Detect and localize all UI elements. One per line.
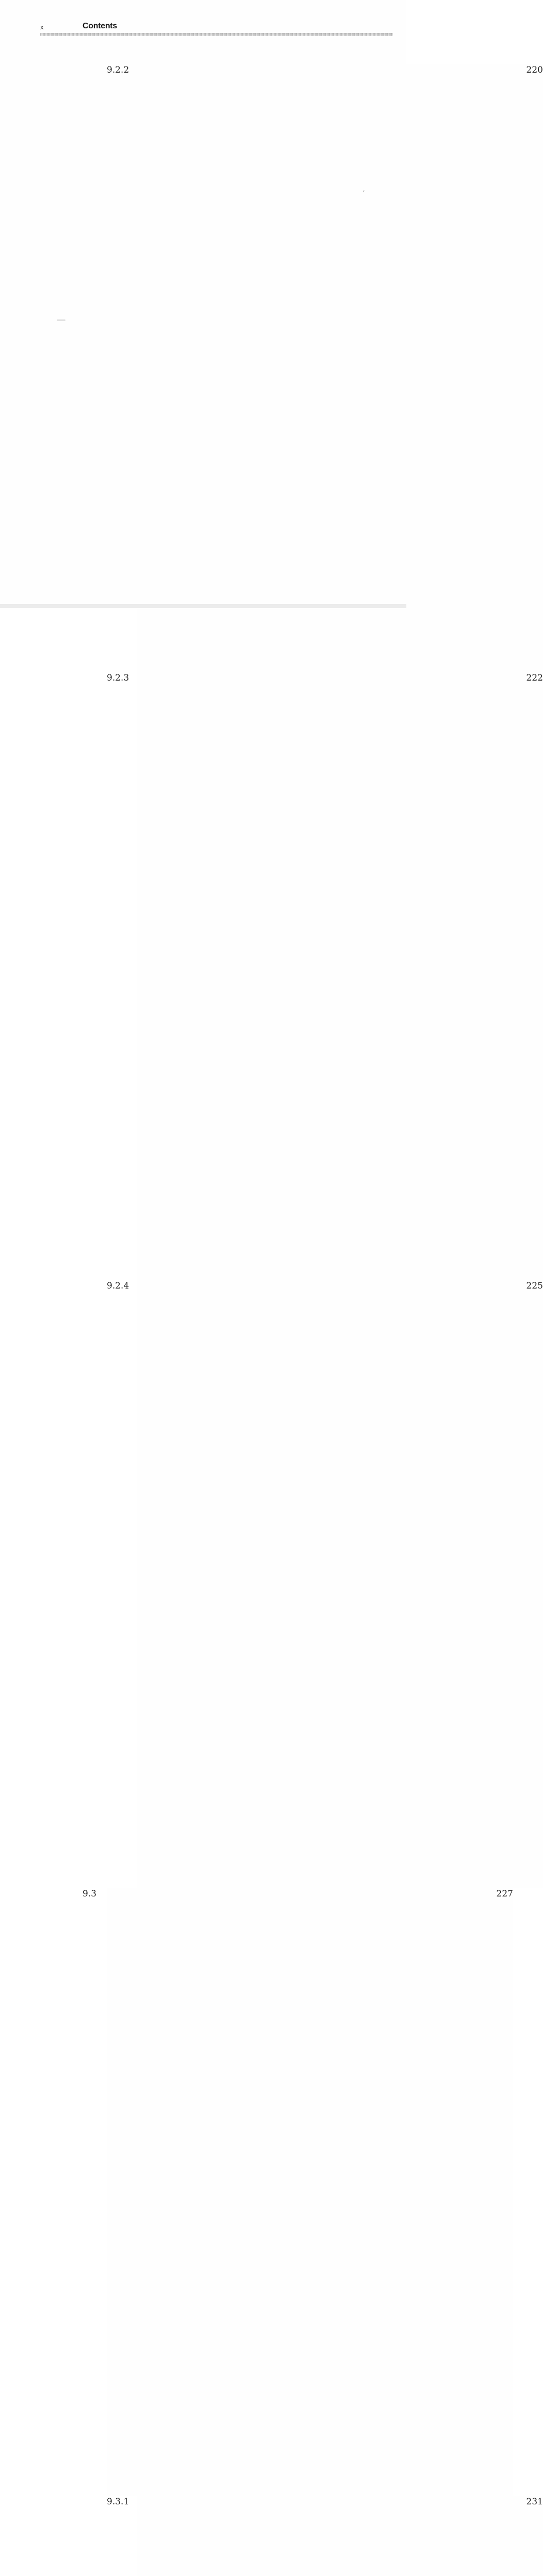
scan-stray-mark: ': [361, 189, 366, 198]
toc-entry: [40, 64, 543, 672]
toc-entry-page: 231: [137, 2496, 543, 2576]
toc-list: [40, 64, 543, 2576]
toc-entry: [40, 2496, 543, 2576]
folio-page-number: x: [40, 23, 44, 31]
toc-entry-number: 9.3.1: [107, 2497, 129, 2507]
running-head-title: Contents: [83, 22, 117, 30]
toc-entry: [40, 1280, 543, 1888]
scan-smudge: [57, 319, 65, 321]
toc-entry-page: 227: [107, 1888, 513, 2496]
toc-entry-number: 9.2.3: [107, 673, 129, 683]
toc-entry-page: 222: [137, 672, 543, 1280]
toc-entry-number: 9.3: [83, 1889, 97, 1899]
toc-entry: [40, 672, 543, 1280]
page-bottom-edge: [0, 604, 406, 608]
header-divider-rule: [40, 33, 393, 36]
toc-entry-page: 220: [137, 64, 543, 672]
toc-entry-page: 225: [137, 1280, 543, 1888]
toc-entry: [40, 1888, 513, 2496]
toc-entry-number: 9.2.4: [107, 1281, 129, 1291]
toc-entry-number: 9.2.2: [107, 65, 129, 75]
